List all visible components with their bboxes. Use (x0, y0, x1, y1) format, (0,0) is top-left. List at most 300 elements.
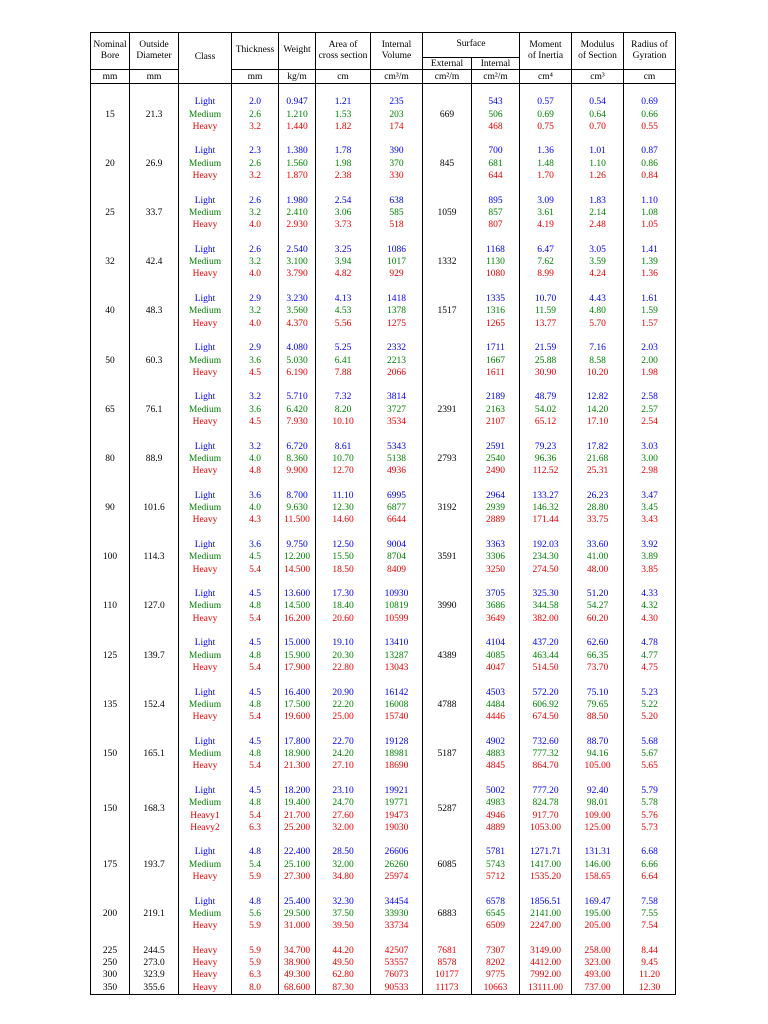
weight-value: 5.030 (286, 355, 308, 366)
modulus-value: 51.20 (586, 589, 609, 600)
moment-cell (520, 330, 572, 379)
area-cell (316, 576, 371, 625)
class-value: Heavy (192, 613, 218, 624)
modulus-value: 14.20 (586, 404, 609, 415)
area-value: 11.10 (332, 490, 354, 501)
header-moment: Moment of Inertia (520, 33, 572, 70)
outside-diameter-value: 48.3 (145, 306, 163, 317)
internal-volume-value: 370 (389, 158, 404, 169)
nominal-bore-cell (91, 969, 130, 981)
header-outside-diameter: Outside Diameter (130, 33, 179, 70)
radius-value: 0.55 (641, 121, 658, 132)
class-value: Light (194, 539, 216, 550)
class-value: Light (194, 490, 216, 501)
area-cell (316, 834, 371, 883)
moment-value: 3149.00 (530, 945, 561, 956)
class-cell (179, 723, 232, 772)
thickness-value: 5.4 (249, 761, 261, 772)
moment-cell (520, 625, 572, 674)
internal-volume-value: 13287 (384, 650, 409, 661)
class-value: Light (194, 343, 216, 354)
modulus-value: 10.20 (586, 367, 609, 378)
unit-modulus: cm³ (572, 70, 624, 84)
outside-diameter-cell (130, 576, 179, 625)
moment-cell (520, 232, 572, 281)
moment-value: 234.30 (532, 552, 559, 563)
surface-external-cell (423, 379, 472, 428)
radius-cell (624, 945, 676, 957)
thickness-value: 4.5 (249, 589, 261, 600)
surface-external-value: 3990 (437, 601, 457, 612)
outside-diameter-cell (130, 883, 179, 932)
thickness-cell (232, 723, 279, 772)
table-row-group (91, 428, 676, 477)
surface-internal-value: 4946 (486, 810, 505, 821)
internal-volume-value: 390 (389, 146, 404, 157)
thickness-value: 2.6 (249, 158, 261, 169)
thickness-cell (232, 834, 279, 883)
class-value: Light (194, 896, 216, 907)
modulus-cell (572, 834, 624, 883)
moment-value: 777.20 (532, 785, 559, 796)
surface-external-cell (423, 478, 472, 527)
nominal-bore-value: 250 (102, 958, 118, 969)
surface-internal-value: 2490 (486, 466, 505, 477)
surface-internal-cell (472, 527, 520, 576)
area-cell (316, 232, 371, 281)
table-row-group (91, 330, 676, 379)
table-row-group (91, 883, 676, 932)
surface-internal-cell (472, 674, 520, 723)
area-value: 44.20 (332, 945, 354, 956)
moment-value: 1053.00 (530, 822, 561, 833)
radius-cell (624, 723, 676, 772)
moment-value: 2247.00 (530, 921, 561, 932)
radius-cell (624, 969, 676, 981)
radius-cell (624, 982, 676, 995)
area-value: 27.60 (332, 810, 354, 821)
radius-value: 5.76 (641, 810, 658, 821)
outside-diameter-cell (130, 478, 179, 527)
class-cell (179, 625, 232, 674)
area-value: 19.10 (332, 638, 354, 649)
area-cell (316, 773, 371, 834)
weight-cell (279, 834, 316, 883)
radius-value: 5.23 (641, 687, 658, 698)
modulus-value: 88.70 (586, 736, 609, 747)
modulus-value: 88.50 (586, 712, 609, 723)
moment-value: 1856.51 (530, 896, 561, 907)
moment-cell (520, 945, 572, 957)
weight-cell (279, 84, 316, 134)
internal-volume-value: 1378 (387, 306, 406, 317)
weight-value: 8.700 (286, 490, 308, 501)
radius-value: 4.33 (641, 589, 658, 600)
nominal-bore-cell (91, 773, 130, 834)
radius-value: 2.98 (641, 466, 658, 477)
class-value: Heavy1 (190, 810, 220, 821)
internal-volume-value: 2066 (387, 367, 406, 378)
area-cell (316, 945, 371, 957)
table-body (91, 84, 676, 995)
surface-internal-value: 3363 (486, 539, 505, 550)
modulus-cell (572, 957, 624, 969)
outside-diameter-value: 42.4 (145, 257, 163, 268)
area-value: 24.20 (332, 749, 354, 760)
class-value: Medium (188, 552, 222, 563)
internal-volume-value: 235 (389, 97, 404, 108)
moment-value: 917.70 (532, 810, 559, 821)
moment-value: 864.70 (532, 761, 559, 772)
surface-internal-cell (472, 330, 520, 379)
area-cell (316, 957, 371, 969)
outside-diameter-cell (130, 957, 179, 969)
class-value: Heavy (192, 121, 218, 132)
class-value: Light (194, 785, 216, 796)
weight-value: 31.000 (283, 921, 311, 932)
modulus-value: 1.10 (589, 158, 606, 169)
outside-diameter-value: 60.3 (145, 355, 163, 366)
class-value: Medium (188, 699, 222, 710)
moment-value: 13.77 (534, 318, 557, 329)
modulus-value: 28.80 (586, 503, 609, 514)
nominal-bore-cell (91, 834, 130, 883)
modulus-value: 3.59 (589, 257, 606, 268)
outside-diameter-cell (130, 834, 179, 883)
surface-internal-value: 543 (488, 97, 503, 108)
nominal-bore-value: 175 (102, 859, 118, 870)
internal-volume-value: 18981 (384, 749, 409, 760)
area-cell (316, 625, 371, 674)
thickness-value: 5.9 (249, 921, 261, 932)
weight-value: 2.930 (286, 220, 308, 231)
surface-external-value: 845 (439, 158, 455, 169)
nominal-bore-value: 50 (105, 355, 115, 366)
class-value: Medium (188, 257, 222, 268)
internal-volume-cell (371, 527, 423, 576)
class-cell (179, 330, 232, 379)
weight-value: 34.700 (283, 945, 311, 956)
internal-volume-cell (371, 969, 423, 981)
unit-nominal-bore: mm (91, 70, 130, 84)
table-row (91, 969, 676, 981)
modulus-value: 2.14 (589, 207, 606, 218)
table-row-group (91, 133, 676, 182)
moment-value: 2141.00 (530, 908, 561, 919)
modulus-cell (572, 982, 624, 995)
table-row-group (91, 182, 676, 231)
radius-value: 6.68 (641, 847, 658, 858)
thickness-value: 3.2 (249, 257, 261, 268)
internal-volume-cell (371, 133, 423, 182)
outside-diameter-value: 139.7 (143, 650, 165, 661)
outside-diameter-value: 88.9 (145, 453, 163, 464)
moment-value: 112.52 (532, 466, 559, 477)
modulus-value: 54.27 (586, 601, 609, 612)
nominal-bore-value: 15 (105, 109, 115, 120)
table-row-group (91, 625, 676, 674)
thickness-value: 4.0 (249, 269, 261, 280)
internal-volume-value: 1275 (387, 318, 406, 329)
surface-external-cell (423, 428, 472, 477)
modulus-value: 205.00 (584, 921, 611, 932)
surface-internal-cell (472, 982, 520, 995)
surface-internal-value: 2163 (486, 404, 505, 415)
radius-cell (624, 330, 676, 379)
surface-internal-value: 807 (488, 220, 503, 231)
radius-value: 0.69 (641, 97, 658, 108)
surface-external-value: 8578 (437, 958, 457, 969)
moment-cell (520, 281, 572, 330)
radius-value: 1.98 (641, 367, 658, 378)
weight-value: 22.400 (283, 847, 311, 858)
radius-value: 1.08 (641, 207, 658, 218)
area-value: 2.38 (334, 171, 352, 182)
weight-value: 3.230 (286, 294, 308, 305)
outside-diameter-value: 244.5 (143, 945, 165, 956)
modulus-value: 146.00 (584, 859, 611, 870)
thickness-value: 2.9 (249, 343, 261, 354)
internal-volume-cell (371, 674, 423, 723)
class-value: Light (194, 146, 216, 157)
internal-volume-value: 53557 (384, 958, 409, 969)
moment-value: 7992.00 (530, 970, 561, 981)
surface-external-value: 6085 (437, 859, 457, 870)
thickness-cell (232, 527, 279, 576)
area-cell (316, 379, 371, 428)
internal-volume-cell (371, 428, 423, 477)
internal-volume-value: 16008 (384, 699, 409, 710)
unit-surface-internal: cm²/m (472, 70, 520, 84)
modulus-cell (572, 723, 624, 772)
moment-value: 382.00 (532, 613, 559, 624)
modulus-cell (572, 527, 624, 576)
modulus-value: 4.43 (589, 294, 606, 305)
class-cell (179, 281, 232, 330)
area-value: 49.50 (332, 958, 354, 969)
area-value: 10.70 (332, 453, 354, 464)
table-row-group (91, 773, 676, 834)
weight-value: 9.900 (286, 466, 308, 477)
internal-volume-value: 2332 (387, 343, 406, 354)
weight-value: 16.400 (283, 687, 311, 698)
nominal-bore-value: 80 (105, 453, 115, 464)
modulus-value: 737.00 (584, 982, 611, 993)
surface-external-value: 11173 (435, 982, 459, 993)
surface-internal-value: 700 (488, 146, 503, 157)
class-cell (179, 982, 232, 995)
weight-cell (279, 428, 316, 477)
moment-value: 344.58 (532, 601, 559, 612)
surface-internal-value: 4446 (486, 712, 505, 723)
surface-internal-value: 1667 (486, 355, 505, 366)
radius-cell (624, 957, 676, 969)
area-value: 18.40 (332, 601, 354, 612)
nominal-bore-cell (91, 379, 130, 428)
internal-volume-value: 10819 (384, 601, 409, 612)
unit-outside-diameter: mm (130, 70, 179, 84)
thickness-value: 5.4 (249, 810, 261, 821)
modulus-value: 25.31 (586, 466, 609, 477)
header-surface: Surface (423, 33, 520, 58)
outside-diameter-value: 21.3 (145, 109, 163, 120)
moment-cell (520, 84, 572, 134)
internal-volume-value: 13410 (384, 638, 409, 649)
surface-internal-value: 9775 (486, 970, 505, 981)
moment-value: 3.61 (537, 207, 554, 218)
class-cell (179, 969, 232, 981)
area-cell (316, 182, 371, 231)
class-value: Medium (188, 798, 222, 809)
weight-value: 25.100 (283, 859, 311, 870)
class-value: Medium (188, 355, 222, 366)
internal-volume-value: 5343 (387, 441, 406, 452)
internal-volume-value: 5138 (387, 453, 406, 464)
class-cell (179, 379, 232, 428)
area-value: 23.10 (332, 785, 354, 796)
radius-value: 3.89 (641, 552, 658, 563)
radius-value: 5.68 (641, 736, 658, 747)
class-value: Light (194, 392, 216, 403)
modulus-value: 4.24 (589, 269, 606, 280)
unit-internal-volume: cm³/m (371, 70, 423, 84)
header-area: Area of cross section (316, 33, 371, 70)
internal-volume-value: 174 (389, 121, 404, 132)
radius-value: 0.84 (641, 171, 658, 182)
thickness-cell (232, 674, 279, 723)
nominal-bore-value: 150 (102, 749, 118, 760)
surface-external-cell (423, 182, 472, 231)
class-value: Heavy (192, 220, 218, 231)
moment-cell (520, 428, 572, 477)
class-value: Heavy (192, 712, 218, 723)
radius-value: 6.64 (641, 872, 658, 882)
weight-value: 1.210 (286, 109, 308, 120)
header-internal-volume: Internal Volume (371, 33, 423, 70)
moment-value: 133.27 (532, 490, 559, 501)
surface-external-value: 1517 (437, 306, 457, 317)
nominal-bore-cell (91, 723, 130, 772)
internal-volume-cell (371, 232, 423, 281)
class-value: Heavy (192, 466, 218, 477)
radius-cell (624, 182, 676, 231)
moment-value: 4412.00 (530, 958, 561, 969)
nominal-bore-value: 135 (102, 699, 118, 710)
surface-internal-cell (472, 945, 520, 957)
area-cell (316, 723, 371, 772)
weight-value: 0.947 (286, 97, 308, 108)
surface-internal-value: 1130 (486, 257, 505, 268)
internal-volume-value: 6877 (387, 503, 406, 514)
surface-external-cell (423, 133, 472, 182)
class-cell (179, 232, 232, 281)
weight-value: 4.370 (286, 318, 308, 329)
modulus-value: 1.26 (589, 171, 606, 182)
area-cell (316, 330, 371, 379)
surface-external-cell (423, 330, 472, 379)
radius-cell (624, 773, 676, 834)
area-value: 62.80 (332, 970, 354, 981)
outside-diameter-value: 219.1 (143, 908, 165, 919)
class-value: Heavy (192, 417, 218, 428)
moment-cell (520, 576, 572, 625)
nominal-bore-value: 350 (102, 982, 118, 993)
modulus-value: 33.60 (586, 539, 609, 550)
weight-cell (279, 330, 316, 379)
thickness-value: 4.5 (249, 687, 261, 698)
internal-volume-cell (371, 982, 423, 995)
radius-cell (624, 281, 676, 330)
area-value: 5.56 (334, 318, 352, 329)
radius-value: 5.79 (641, 785, 658, 796)
moment-value: 4.19 (537, 220, 554, 231)
surface-internal-value: 5743 (486, 859, 505, 870)
class-value: Light (194, 638, 216, 649)
internal-volume-value: 3727 (387, 404, 406, 415)
outside-diameter-cell (130, 982, 179, 995)
internal-volume-cell (371, 957, 423, 969)
radius-value: 4.75 (641, 662, 658, 673)
radius-value: 11.20 (639, 970, 661, 981)
class-value: Medium (188, 158, 222, 169)
surface-external-cell (423, 527, 472, 576)
area-cell (316, 84, 371, 134)
area-value: 32.00 (332, 822, 354, 833)
internal-volume-value: 15740 (384, 712, 409, 723)
table-row-group (91, 281, 676, 330)
internal-volume-value: 33930 (384, 908, 409, 919)
internal-volume-cell (371, 945, 423, 957)
nominal-bore-value: 300 (102, 970, 118, 981)
class-value: Medium (188, 453, 222, 464)
area-value: 1.82 (334, 121, 352, 132)
nominal-bore-value: 110 (103, 601, 117, 612)
outside-diameter-value: 168.3 (143, 804, 165, 815)
area-value: 1.98 (334, 158, 352, 169)
internal-volume-value: 6995 (387, 490, 406, 501)
radius-value: 1.05 (641, 220, 658, 231)
modulus-value: 79.65 (586, 699, 609, 710)
weight-cell (279, 182, 316, 231)
spacer-row (91, 932, 676, 944)
nominal-bore-cell (91, 478, 130, 527)
weight-cell (279, 957, 316, 969)
surface-internal-value: 5781 (486, 847, 505, 858)
header-surface-internal: Internal (472, 58, 520, 70)
weight-cell (279, 723, 316, 772)
surface-external-cell (423, 834, 472, 883)
internal-volume-value: 25974 (384, 872, 409, 882)
area-value: 37.50 (332, 908, 354, 919)
weight-value: 13.600 (283, 589, 311, 600)
radius-cell (624, 428, 676, 477)
internal-volume-value: 3814 (387, 392, 406, 403)
moment-value: 1.36 (537, 146, 554, 157)
class-value: Medium (188, 404, 222, 415)
modulus-value: 92.40 (586, 785, 609, 796)
nominal-bore-value: 65 (105, 404, 115, 415)
weight-value: 12.200 (283, 552, 311, 563)
internal-volume-value: 9004 (387, 539, 406, 550)
surface-internal-value: 506 (488, 109, 503, 120)
internal-volume-value: 518 (389, 220, 404, 231)
surface-external-value: 4788 (437, 699, 457, 710)
radius-value: 1.61 (641, 294, 658, 305)
thickness-value: 4.5 (249, 367, 261, 378)
area-value: 12.50 (332, 539, 354, 550)
weight-cell (279, 969, 316, 981)
radius-value: 9.45 (641, 958, 658, 969)
